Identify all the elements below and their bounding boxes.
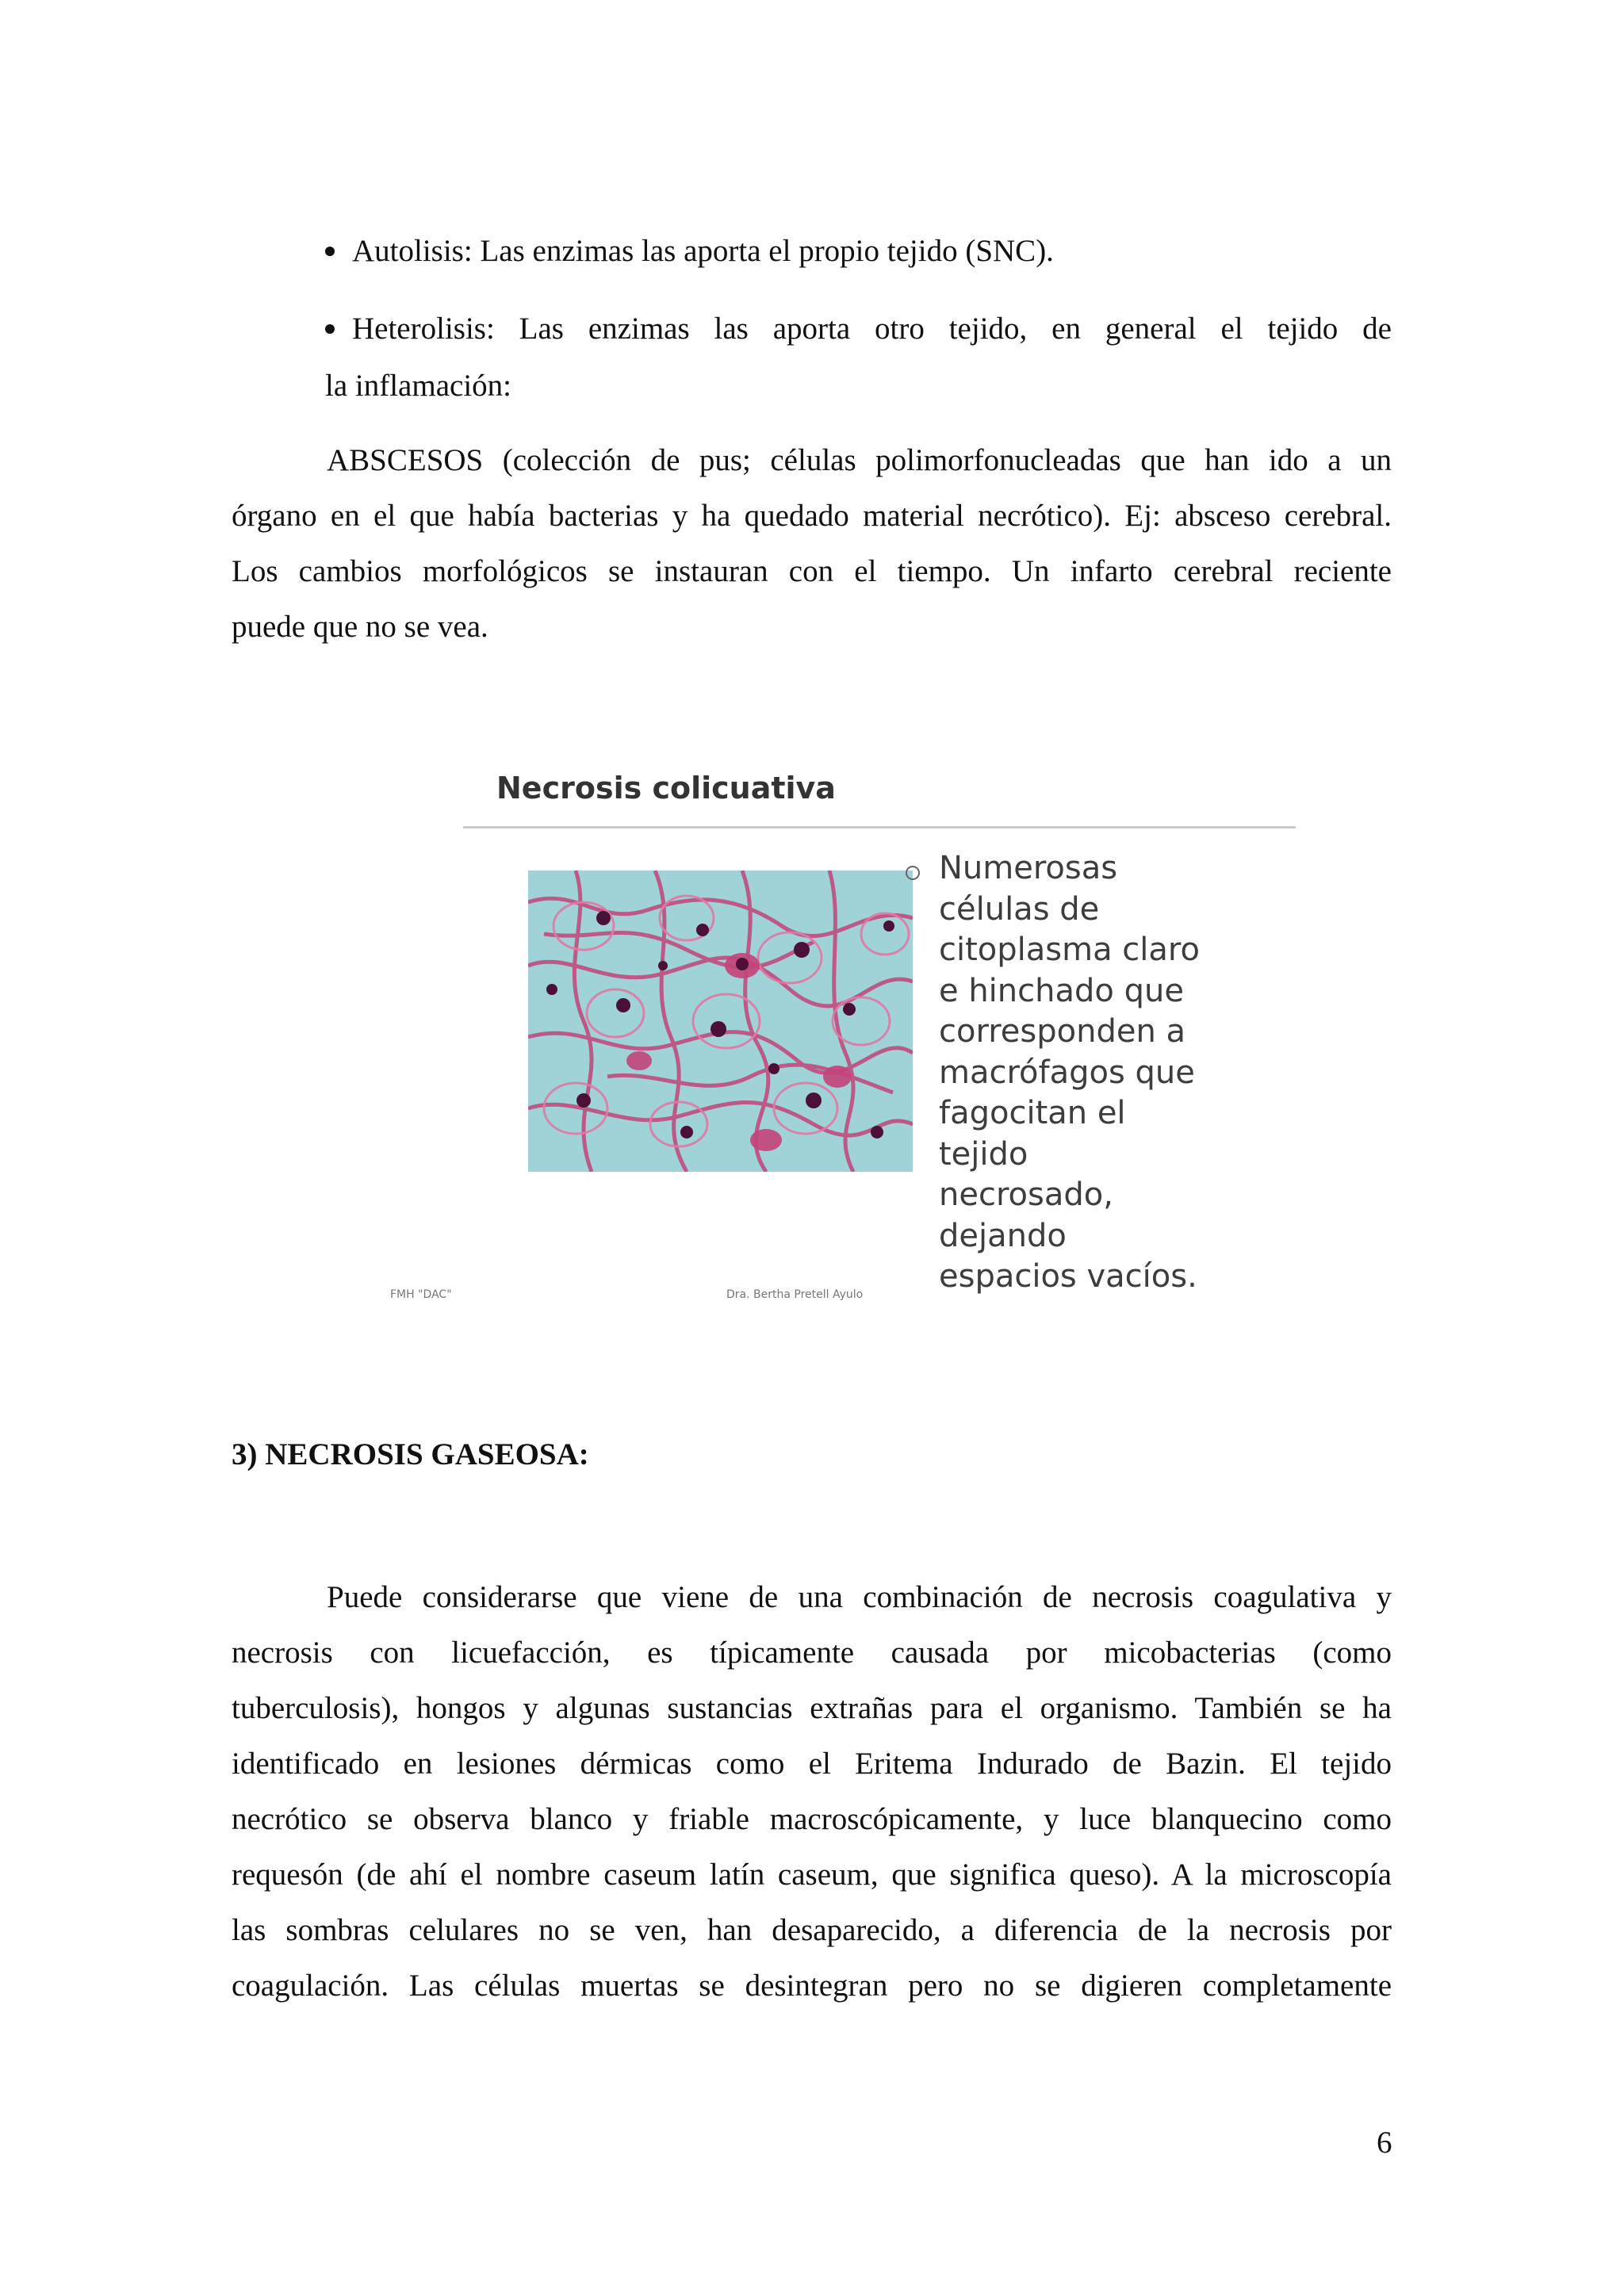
figure-footer-credit: Dra. Bertha Pretell Ayulo: [726, 1288, 864, 1301]
caption-line: e hinchado que: [939, 972, 1184, 1009]
paragraph-line: tuberculosis), hongos y algunas sustancias extrañas para el organismo. También se ha: [232, 1691, 1392, 1725]
paragraph-line: Los cambios morfológicos se instauran con el tiempo. Un infarto cerebral reciente: [232, 554, 1392, 588]
paragraph-line: requesón (de ahí el nombre caseum latín caseum, que significa queso). A la microscopía: [232, 1858, 1392, 1892]
figure-footer-left: FMH "DAC": [390, 1288, 452, 1301]
paragraph-line: las sombras celulares no se ven, han desaparecido, a diferencia de la necrosis por: [232, 1913, 1392, 1947]
caption-line: necrosado,: [939, 1177, 1113, 1213]
abscesos-paragraph: [232, 433, 1392, 655]
paragraph-line: puede que no se vea.: [232, 610, 488, 644]
figure-title: Necrosis colicuativa: [496, 771, 836, 806]
caption-line: macrófagos que: [939, 1054, 1195, 1091]
micrograph-image: [528, 871, 913, 1172]
caption-line: tejido: [939, 1135, 1028, 1173]
bullet-item-autolisis: [325, 224, 1054, 279]
page-number: 6: [1377, 2126, 1392, 2160]
paragraph-line: necrótico se observa blanco y friable macroscópicamente, y luce blanquecino como: [232, 1802, 1392, 1836]
bullet-icon: [325, 247, 335, 256]
bullet-text: Autolisis: Las enzimas las aporta el propio tejido (SNC).: [352, 234, 1054, 268]
paragraph-line: Puede considerarse que viene de una combinación de necrosis coagulativa y: [327, 1580, 1392, 1614]
caption-line: citoplasma claro: [939, 932, 1200, 968]
paragraph-line: coagulación. Las células muertas se desintegran pero no se digieren completamente: [232, 1969, 1392, 2003]
figure-caption: [939, 848, 1200, 1298]
paragraph-line: ABSCESOS (colección de pus; células polimorfonucleadas que han ido a un: [327, 443, 1392, 477]
figure-divider: [463, 826, 1296, 828]
caption-line: dejando: [939, 1217, 1067, 1254]
caption-line: células de: [939, 890, 1100, 928]
paragraph-line: órgano en el que había bacterias y ha quedado material necrótico). Ej: absceso cerebral.: [232, 499, 1392, 533]
gaseosa-paragraph: [232, 1570, 1392, 2014]
section-heading: 3) NECROSIS GASEOSA:: [232, 1437, 589, 1471]
caption-line: Numerosas: [939, 850, 1118, 886]
bullet-text-line-2: la inflamación:: [325, 369, 511, 403]
bullet-item-heterolisis: [325, 301, 1392, 357]
caption-bullet-icon: [906, 866, 920, 880]
paragraph-line: identificado en lesiones dérmicas como el Eritema Indurado de Bazin. El tejido: [232, 1747, 1392, 1781]
bullet-text-line-1: Heterolisis: Las enzimas las aporta otro tejido, en general el tejido de: [352, 312, 1392, 346]
caption-line: fagocitan el: [939, 1095, 1126, 1131]
bullet-icon: [325, 324, 335, 334]
caption-line: corresponden a: [939, 1013, 1186, 1050]
figure-necrosis-colicuativa: [370, 753, 1297, 1324]
bullet-text-line-2-container: [325, 358, 511, 414]
caption-line: espacios vacíos.: [939, 1258, 1197, 1295]
paragraph-line: necrosis con licuefacción, es típicamente causada por micobacterias (como: [232, 1636, 1392, 1670]
